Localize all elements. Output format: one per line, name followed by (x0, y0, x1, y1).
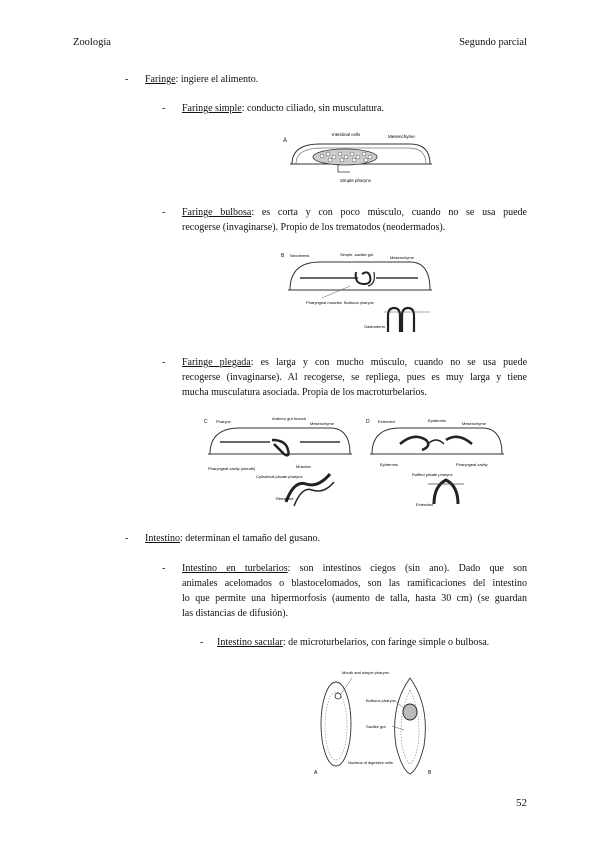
bullet-dash: - (162, 207, 166, 218)
figure-simple-pharynx (280, 128, 440, 188)
faringe-item (145, 72, 525, 87)
intestino-turbelarios-line3: lo que permite una hipermorfosis (aumento de talla, hasta 30 cm) (se guardan (182, 593, 527, 604)
figure-label: Mesenchyme (388, 134, 415, 139)
intestino-term: Intestino (145, 533, 180, 544)
figure-letter: B (281, 253, 285, 259)
intestino-sacular-term: Intestino sacular (217, 637, 283, 648)
figure-label: Mesenchyme (462, 421, 486, 426)
faringe-bulbosa-term: Faringe bulbosa (182, 207, 252, 218)
figure-label: Mesenchyme (390, 255, 414, 260)
figure-label: Pharynx (216, 419, 231, 424)
figure-letter: D (366, 419, 370, 425)
figure-label: Simple pharynx (340, 178, 372, 183)
figure-label: Pharyngeal cavity (456, 462, 488, 467)
bullet-dash: - (162, 103, 166, 114)
intestino-item (145, 531, 525, 546)
figure-saclike-gut (312, 666, 442, 778)
bullet-dash: - (162, 563, 166, 574)
figure-label: Simple, saclike gut (340, 252, 374, 257)
figure-label: Bulbous pharynx (366, 698, 396, 703)
bullet-dash: - (162, 357, 166, 368)
figure-label: Gastroderm (364, 324, 386, 329)
faringe-text: : ingiere el alimento. (175, 74, 259, 85)
figure-letter: C (204, 419, 208, 425)
intestino-sacular-item (217, 635, 527, 650)
header-left: Zoología (73, 37, 111, 48)
intestino-turbelarios-line2: animales acelomados o blastocelomados, son las ramificaciones del intestino (182, 578, 527, 589)
intestino-turbelarios-line1 (182, 561, 527, 576)
figure-label: Ruffled plicate pharynx (412, 472, 453, 477)
figure-label: Intestinal cells (332, 132, 361, 137)
figure-letter: A (314, 770, 318, 776)
faringe-bulbosa-line2: recogerse (invaginarse). Propio de los trematodos (neodermados). (182, 222, 446, 233)
header-right: Segundo parcial (459, 37, 527, 48)
faringe-plegada-term: Faringe plegada (182, 357, 251, 368)
figure-label: Extended (378, 419, 395, 424)
faringe-plegada-line1 (182, 355, 527, 370)
figure-label: Bulbous pharynx (344, 300, 374, 305)
figure-label: Anterior gut branch (272, 416, 307, 421)
faringe-plegada-line2: recogerse (invaginarse). Al recogerse, se repliega, pues es muy larga y tiene (182, 372, 527, 383)
intestino-turbelarios-term: Intestino en turbelarios (182, 563, 288, 574)
figure-label: Epidermis (428, 418, 446, 423)
page-number: 52 (516, 797, 527, 809)
bullet-dash: - (125, 74, 129, 85)
figure-plicate-pharynx (200, 414, 510, 510)
faringe-bulbosa-line1 (182, 205, 527, 220)
faringe-simple-term: Faringe simple (182, 103, 242, 114)
faringe-simple-text: : conducto ciliado, sin musculatura. (241, 103, 384, 114)
faringe-plegada-text: : es larga y con mucho músculo, cuando no se usa puede (250, 357, 528, 368)
figure-label: Saclike gut (366, 724, 386, 729)
intestino-text: : determinan el tamaño del gusano. (180, 533, 320, 544)
figure-letter: A (283, 138, 288, 144)
figure-label: Nucleus of digestive cells (348, 760, 393, 765)
faringe-plegada-line3: mucha musculatura asociada. Propia de los macroturbelarios. (182, 387, 427, 398)
faringe-bulbosa-text: : es corta y con poco músculo, cuando no se usa puede (251, 207, 527, 218)
figure-label: Cylindrical plicate pharynx (256, 474, 303, 479)
figure-bulbous-pharynx (278, 248, 438, 338)
figure-label: Muscles (296, 464, 311, 469)
faringe-term: Faringe (145, 74, 176, 85)
intestino-turbelarios-text: : son intestinos ciegos (sin ano). Dado que son (287, 563, 528, 574)
faringe-simple-item (182, 101, 527, 116)
bullet-dash: - (200, 637, 204, 648)
bullet-dash: - (125, 533, 129, 544)
figure-label: Epidermis (380, 462, 398, 467)
figure-label: Pharyngeal muscles (306, 300, 343, 305)
figure-label: Extended (416, 502, 433, 507)
figure-label: Neodermis (290, 253, 310, 258)
figure-label: Retracted (276, 496, 294, 501)
intestino-sacular-text: : de microturbelarios, con faringe simple o bulbosa. (282, 637, 490, 648)
figure-label: Mesenchyme (310, 421, 334, 426)
figure-label: Mouth and simple pharynx (342, 670, 389, 675)
figure-label: Pharyngeal cavity (sheath) (208, 466, 256, 471)
intestino-turbelarios-line4: las distancias de difusión). (182, 608, 289, 619)
figure-letter: B (428, 770, 432, 776)
